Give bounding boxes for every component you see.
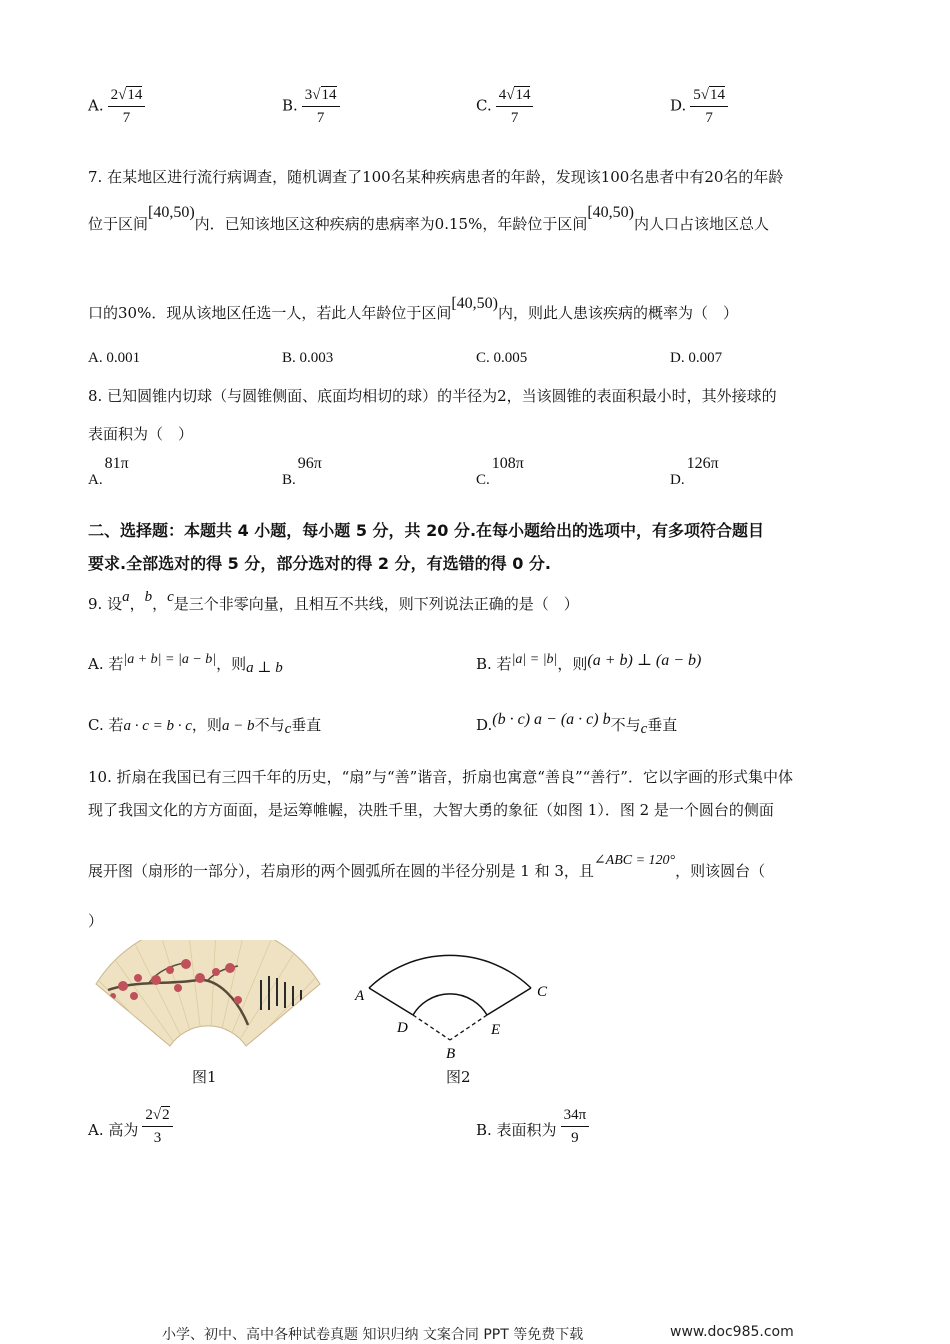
- q6-option-c: C. $\frac{4√14}{7}$: [476, 84, 533, 129]
- figure2-caption: 图2: [446, 1068, 471, 1086]
- outer-arc: [369, 955, 531, 988]
- section2-heading-line2: 要求.全部选对的得 5 分，部分选对的得 2 分，有选错的得 0 分.: [88, 554, 551, 573]
- q10-stem-line1: 10. 折扇在我国已有三四千年的历史，“扇”与“善”谐音，折扇也寓意“善良”“善行”．它以字画的形式集中体: [88, 768, 793, 786]
- q6-option-b: B. $\frac{3√14}{7}$: [282, 84, 340, 129]
- footer-text: 小学、初中、高中各种试卷真题 知识归纳 文案合同 PPT 等免费下载: [162, 1327, 584, 1343]
- segment-ce: [487, 988, 531, 1015]
- point-e-label: E: [491, 1022, 501, 1038]
- q8-option-b: B.96π: [282, 455, 322, 488]
- q8-option-a: A.81π: [88, 455, 129, 488]
- q7-option-c: C. 0.005: [476, 350, 528, 366]
- q7-option-b: B. 0.003: [282, 350, 334, 366]
- point-d-label: D: [397, 1020, 408, 1036]
- q9-option-b: B. 若|a| = |b|，则(a + b) ⊥ (a − b): [476, 652, 702, 673]
- q6-option-d: D. $\frac{5√14}{7}$: [670, 84, 728, 129]
- section2-heading-line1: 二、选择题：本题共 4 小题，每小题 5 分，共 20 分.在每小题给出的选项中，有多项符合题目: [88, 521, 765, 540]
- q10-option-b: B. 表面积为 $\frac{34\pi}{9}$: [476, 1104, 589, 1149]
- q8-option-c: C.108π: [476, 455, 524, 488]
- q7-stem-line2: 位于区间[40,50)内．已知该地区这种疾病的患病率为0.15%，年龄位于区间[40,50)内人口占该地区总人: [88, 204, 769, 233]
- q8-option-d: D.126π: [670, 455, 719, 488]
- q7-interval: [40,50): [148, 204, 195, 221]
- angle-condition: ∠ABC = 120°: [593, 853, 676, 868]
- segment-eb: [450, 1015, 487, 1040]
- figure1-folding-fan: [88, 940, 328, 1060]
- q10-stem-line2: 现了我国文化的方方面面，是运筹帷幄，决胜千里，大智大勇的象征（如图 1）．图 2 是一个圆台的侧面: [88, 801, 774, 819]
- q10-option-a: A. 高为 $\frac{2√2}{3}$: [88, 1104, 173, 1149]
- q7-interval: [40,50): [587, 204, 634, 221]
- segment-db: [413, 1015, 450, 1040]
- q6-option-a: A. $\frac{2√14}{7}$: [88, 84, 145, 129]
- q10-stem-line3: 展开图（扇形的一部分），若扇形的两个圆弧所在圆的半径分别是 1 和 3，且∠ABC = 120°，则该圆台（: [88, 853, 766, 880]
- point-b-label: B: [446, 1046, 456, 1062]
- q7-option-d: D. 0.007: [670, 350, 723, 366]
- q7-option-a: A. 0.001: [88, 350, 141, 366]
- figure2-sector-diagram: [340, 938, 570, 1062]
- q7-interval: [40,50): [451, 295, 498, 312]
- q10-stem-line4: ）: [88, 912, 104, 930]
- point-a-label: A: [355, 988, 365, 1004]
- inner-arc: [413, 994, 487, 1015]
- figure1-caption: 图1: [192, 1068, 217, 1086]
- q7-stem-line3: 口的30%．现从该地区任选一人，若此人年龄位于区间[40,50)内，则此人患该疾病的概率为（ ）: [88, 295, 739, 322]
- q8-stem-line2: 表面积为（ ）: [88, 425, 194, 443]
- q7-stem-line1: 7. 在某地区进行流行病调查，随机调查了100名某种疾病患者的年龄，发现该100名患者中有20名的年龄: [88, 168, 784, 186]
- q9-option-d: D.(b · c) a − (a · c) b不与c垂直: [476, 711, 678, 737]
- q9-option-a: A. 若|a + b| = |a − b|，则a ⊥ b: [88, 652, 283, 676]
- footer-url[interactable]: www.doc985.com: [670, 1324, 794, 1340]
- q9-option-c: C. 若a · c = b · c，则a − b不与c垂直: [88, 716, 322, 737]
- point-c-label: C: [537, 984, 548, 1000]
- segment-ad: [369, 988, 413, 1015]
- q9-stem: 9. 设a，b，c是三个非零向量，且相互不共线，则下列说法正确的是（ ）: [88, 589, 579, 613]
- q8-stem-line1: 8. 已知圆锥内切球（与圆锥侧面、底面均相切的球）的半径为2，当该圆锥的表面积最小时，其外接球的: [88, 387, 777, 405]
